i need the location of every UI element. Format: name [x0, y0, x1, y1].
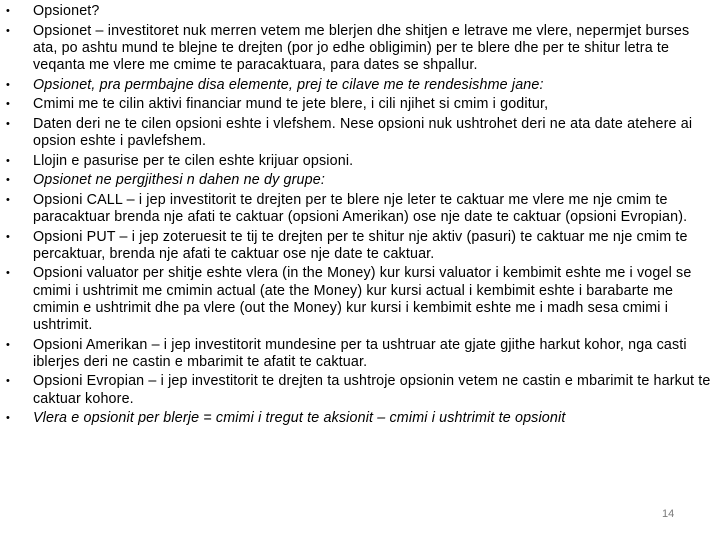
bullet-text: Opsioni valuator per shitje eshte vlera (in the Money) kur kursi valuator i kembimit eshte me i vogel se cmimi i ushtrimit me cmimin actual (ate the Money) kur kursi actual i kembimit eshte i barabarte me cmimin e ushtrimit dhe pa vlere (out the Money) kur kursi i kembimit eshte me i madh sesa cmimi i ushtrimit. [33, 265, 692, 333]
bullet-text: Vlera e opsionit per blerje = cmimi i tregut te aksionit – cmimi i ushtrimit te opsionit [33, 410, 566, 427]
bullet-text: Opsionet? [33, 3, 100, 19]
bullet-dot-icon: • [6, 24, 11, 37]
bullet-dot-icon: • [6, 174, 11, 187]
bullet-item [6, 116, 714, 150]
bullet-item [6, 410, 714, 427]
bullet-dot-icon: • [6, 193, 11, 206]
bullet-dot-icon: • [6, 154, 11, 167]
bullet-item [6, 192, 714, 226]
bullet-item [6, 172, 714, 189]
bullet-dot-icon: • [6, 267, 11, 280]
bullet-item [6, 265, 714, 334]
bullet-dot-icon: • [6, 98, 11, 111]
bullet-item [6, 3, 714, 20]
bullet-text: Llojin e pasurise per te cilen eshte krijuar opsioni. [33, 152, 354, 169]
bullet-dot-icon: • [6, 5, 11, 17]
bullet-dot-icon: • [6, 230, 11, 243]
bullet-text: Cmimi me te cilin aktivi financiar mund te jete blere, i cili njihet si cmim i goditur, [33, 96, 549, 113]
bullet-item [6, 23, 714, 75]
bullet-text: Opsioni Amerikan – i jep investitorit mundesine per ta ushtruar ate gjate gjithe harkut kohor, nga casti iblerjes deri ne castin e mbarimit te afatit te caktuar. [33, 336, 687, 370]
bullet-item [6, 229, 714, 263]
bullet-item [6, 77, 714, 94]
page-number: 14 [662, 508, 675, 520]
bullet-item [6, 337, 714, 371]
bullet-text: Opsionet – investitoret nuk merren vetem me blerjen dhe shitjen e letrave me vlere, nepermjet burses ata, po ashtu mund te blejne te drejten (por jo edhe obligimin) per te blere dhe per te shitur letra te veqanta me vlere me cmime te paracaktuara, para dates se shpallur. [33, 22, 690, 73]
bullet-text: Daten deri ne te cilen opsioni eshte i vlefshem. Nese opsioni nuk ushtrohet deri ne ata date atehere ai opsion eshte i pavlefshem. [33, 115, 693, 149]
bullet-text: Opsioni PUT – i jep zoteruesit te tij te drejten per te shitur nje aktiv (pasuri) te caktuar me nje cmim te percaktuar, brenda nje afati te caktuar ose nje date te caktuar. [33, 228, 688, 262]
bullet-list [6, 3, 714, 430]
bullet-text: Opsioni Evropian – i jep investitorit te drejten ta ushtroje opsionin vetem ne castin e mbarimit te harkut te caktuar kohore. [33, 373, 711, 407]
bullet-dot-icon: • [6, 412, 11, 425]
bullet-text: Opsionet, pra permbajne disa elemente, prej te cilave me te rendesishme jane: [33, 76, 544, 93]
bullet-text: Opsioni CALL – i jep investitorit te drejten per te blere nje leter te caktuar me vlere me nje cmim te paracaktuar brenda nje afati te caktuar (opsioni Amerikan) ose nje date te caktuar (opsioni Evropian). [33, 191, 688, 225]
bullet-dot-icon: • [6, 375, 11, 388]
bullet-text: Opsionet ne pergjithesi n dahen ne dy grupe: [33, 172, 325, 189]
bullet-item [6, 96, 714, 113]
bullet-dot-icon: • [6, 338, 11, 351]
bullet-dot-icon: • [6, 117, 11, 130]
bullet-item [6, 373, 714, 407]
bullet-item [6, 153, 714, 170]
bullet-dot-icon: • [6, 78, 11, 91]
